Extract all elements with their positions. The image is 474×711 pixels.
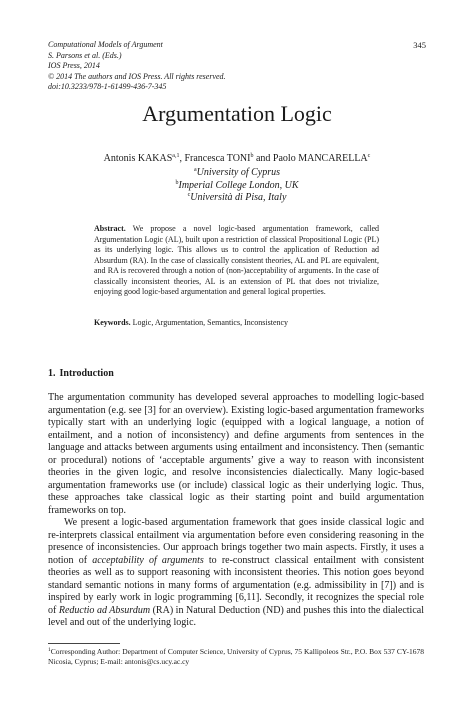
header-line-publisher: IOS Press, 2014 [48, 61, 100, 70]
author-separator: and [253, 153, 273, 164]
affiliation-name: University of Cyprus [196, 167, 280, 178]
author-separator: , [179, 153, 185, 164]
author-list [0, 152, 474, 165]
affiliation-line [0, 180, 474, 193]
footnote-text: Corresponding Author: Department of Computer Science, University of Cyprus, 75 Kallipoleos Str., P.O. Box 537 CY-1678 Nicosia, Cyprus; E-mail: antonis@cs.ucy.ac.cy [48, 647, 424, 666]
footnote-divider [48, 643, 120, 644]
author-name: Francesca TONI [184, 153, 251, 164]
header-line-doi: doi:10.3233/978-1-61499-436-7-345 [48, 82, 167, 91]
header-line-editors: S. Parsons et al. (Eds.) [48, 50, 122, 60]
abstract [94, 224, 379, 298]
affiliation-line [0, 192, 474, 205]
author-affiliation-marker: a,1 [172, 153, 180, 159]
header-line-book: Computational Models of Argument [48, 40, 163, 49]
affiliation-list [0, 167, 474, 205]
paragraph-text: We present a logic-based argumentation framework that goes inside classical logic and re-interprets classical entailment via argumentation before even considering reasoning in the presence of inconsistencies. Our approach brings together two main aspects. Firstly, it uses a notion of [48, 517, 424, 566]
section-heading [48, 367, 118, 380]
publication-header [48, 40, 348, 93]
affiliation-marker: c [187, 192, 191, 198]
paragraph-text: to re-construct classical entailment with consistent theories as well as to support reasoning with inconsistent theories. This notion goes beyond standard semantic notions in many forms of argumentation (e.g. admissibility in [7]) and is inspired by early work in logic programming [6,11]. Secondly, it recognizes the special role of [48, 554, 424, 616]
affiliation-marker: a [194, 167, 197, 173]
footnote-marker: 1 [48, 647, 51, 653]
body-text [48, 392, 424, 630]
paper-title: Argumentation Logic [142, 101, 332, 126]
paragraph: The argumentation community has developed several approaches to modelling logic-based argumentation (e.g. see [3] for an overview). Existing logic-based argumentation frameworks typically start with an underlying logic (equipped with a logical language, a notion of entailment, and a notion of inconsistency) and define arguments from sentences in the language and attacks between arguments using entailment and inconsistency. Then (semantic or procedural) notions of ‘acceptable arguments’ give a way to reason with inconsistent theories in the given logic, and resolve inconsistencies dialectically. Many logic-based argumentation frameworks use (or include) classical logic as their underlying logic. Thus, these approaches take classical logic as their starting point and build argumentation frameworks on top. [48, 392, 424, 516]
author-name: Paolo MANCARELLA [272, 153, 368, 164]
abstract-label: Abstract. [94, 224, 126, 233]
keywords-label: Keywords. [94, 318, 131, 327]
keywords-text: Logic, Argumentation, Semantics, Inconsistency [132, 318, 289, 327]
header-line-copyright: © 2014 The authors and IOS Press. All rights reserved. [48, 71, 226, 81]
footnote [48, 647, 424, 667]
affiliation-line [0, 167, 474, 180]
author-name: Antonis KAKAS [103, 153, 173, 164]
affiliation-name: Università di Pisa, Italy [190, 192, 287, 203]
paragraph [48, 517, 424, 630]
author-affiliation-marker: b [250, 153, 254, 159]
affiliation-name: Imperial College London, UK [178, 179, 299, 191]
abstract-text: We propose a novel logic-based argumentation framework, called Argumentation Logic (AL), built upon a restriction of classical Propositional Logic (PL) as its underlying logic. This allows us to control the application of Reduction ad Absurdum (RA). In the case of classically consistent theories, AL and PL are equivalent, and RA is recovered through a notion of (non-)acceptability of arguments. In the case of classically inconsistent theories, AL is an extension of PL that does not trivialize, enjoying good logic-based argumentation and general logical properties. [94, 224, 379, 296]
author-affiliation-marker: c [367, 153, 371, 159]
affiliation-marker: b [175, 179, 179, 186]
emphasized-term: acceptability of arguments [92, 554, 204, 566]
page-number: 345 [413, 40, 426, 50]
keywords [94, 318, 379, 329]
section-title: Introduction [59, 368, 114, 379]
section-number: 1. [48, 368, 56, 379]
paragraph-text: (RA) in Natural Deduction (ND) and pushes this into the dialectical level and out of the underlying logic. [48, 604, 424, 628]
emphasized-term: Reductio ad Absurdum [58, 604, 151, 616]
